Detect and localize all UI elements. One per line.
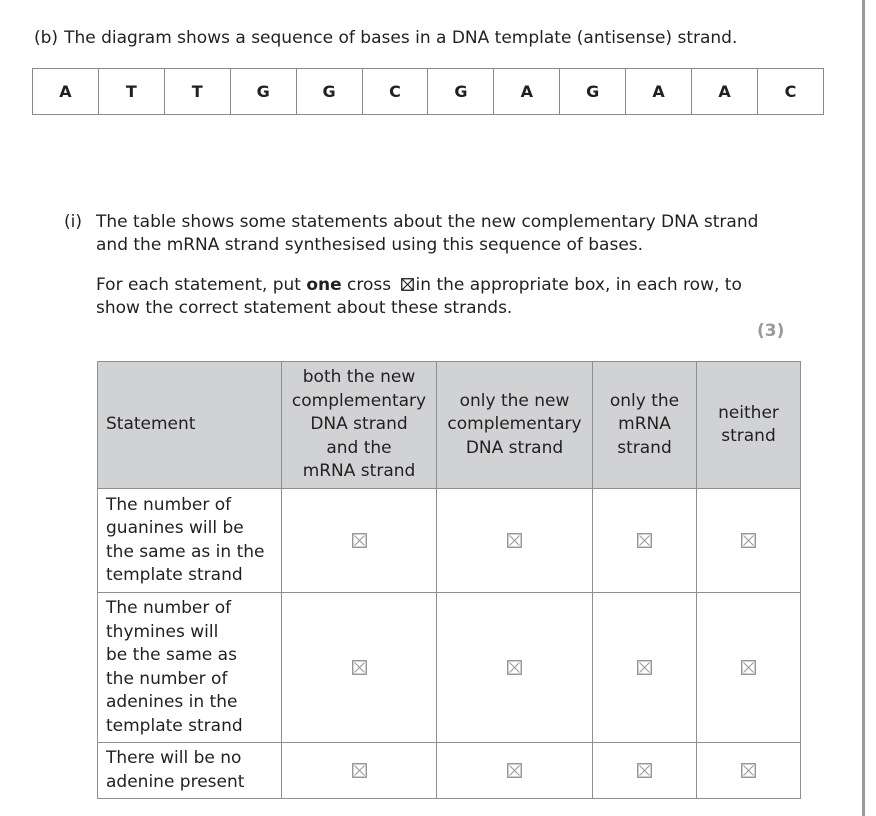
answer-cell-both bbox=[282, 593, 437, 743]
page-edge bbox=[862, 0, 865, 816]
base-cell: G bbox=[560, 69, 626, 115]
answer-cell-both bbox=[282, 489, 437, 593]
crossed-box-icon[interactable] bbox=[352, 533, 367, 548]
answer-cell-only-dna bbox=[437, 489, 593, 593]
dna-template-strand bbox=[32, 68, 824, 115]
part-i-instruction: For each statement, put one cross in the appropriate box, in each row, to show the correct statement about these strands. bbox=[64, 274, 764, 320]
answer-cell-both bbox=[282, 743, 437, 799]
crossed-box-icon[interactable] bbox=[507, 660, 522, 675]
header-neither: neither strand bbox=[697, 362, 801, 489]
answer-cell-neither bbox=[697, 743, 801, 799]
answer-cell-only-mrna bbox=[593, 743, 697, 799]
answer-cell-only-dna bbox=[437, 743, 593, 799]
answer-cell-only-dna bbox=[437, 593, 593, 743]
answer-cell-neither bbox=[697, 489, 801, 593]
base-cell: T bbox=[98, 69, 164, 115]
part-i-line-2: and the mRNA strand synthesised using this sequence of bases. bbox=[96, 235, 644, 255]
part-i-line-1: The table shows some statements about the new complementary DNA strand bbox=[96, 212, 759, 232]
marks-allocation: (3) bbox=[757, 321, 785, 341]
base-cell: A bbox=[33, 69, 99, 115]
crossed-box-icon[interactable] bbox=[741, 660, 756, 675]
base-cell: C bbox=[757, 69, 823, 115]
crossed-box-icon[interactable] bbox=[741, 763, 756, 778]
base-cell: G bbox=[428, 69, 494, 115]
base-cell: A bbox=[494, 69, 560, 115]
crossed-box-icon[interactable] bbox=[352, 763, 367, 778]
statement-guanines: The number of guanines will be the same as in the template strand bbox=[98, 489, 282, 593]
base-cell: G bbox=[230, 69, 296, 115]
crossed-box-icon[interactable] bbox=[741, 533, 756, 548]
question-b-label: (b) bbox=[34, 28, 59, 48]
answer-cell-neither bbox=[697, 593, 801, 743]
crossed-box-icon bbox=[401, 275, 414, 288]
answer-cell-only-mrna bbox=[593, 489, 697, 593]
table-row bbox=[98, 743, 801, 799]
crossed-box-icon[interactable] bbox=[352, 660, 367, 675]
header-both-strands: both the new complementary DNA strand and the mRNA strand bbox=[282, 362, 437, 489]
statement-thymines: The number of thymines will be the same as the number of adenines in the template strand bbox=[98, 593, 282, 743]
base-cell: A bbox=[626, 69, 692, 115]
base-cell: C bbox=[362, 69, 428, 115]
question-b bbox=[34, 28, 737, 48]
statement-no-adenine: There will be no adenine present bbox=[98, 743, 282, 799]
part-i-label: (i) bbox=[64, 212, 82, 232]
answer-table bbox=[97, 361, 801, 799]
crossed-box-icon[interactable] bbox=[507, 533, 522, 548]
crossed-box-icon[interactable] bbox=[637, 763, 652, 778]
answer-cell-only-mrna bbox=[593, 593, 697, 743]
table-header-row bbox=[98, 362, 801, 489]
header-only-dna: only the new complementary DNA strand bbox=[437, 362, 593, 489]
question-b-text: The diagram shows a sequence of bases in a DNA template (antisense) strand. bbox=[64, 28, 738, 48]
table-row bbox=[98, 593, 801, 743]
crossed-box-icon[interactable] bbox=[637, 533, 652, 548]
header-statement: Statement bbox=[98, 362, 282, 489]
instruction-emphasis: one bbox=[306, 275, 342, 295]
base-cell: A bbox=[692, 69, 758, 115]
part-i-instruction-line-2: show the correct statement about these strands. bbox=[96, 298, 513, 318]
table-row bbox=[98, 489, 801, 593]
crossed-box-icon[interactable] bbox=[637, 660, 652, 675]
header-only-mrna: only the mRNA strand bbox=[593, 362, 697, 489]
part-i-intro bbox=[64, 211, 764, 257]
crossed-box-icon[interactable] bbox=[507, 763, 522, 778]
part-i bbox=[64, 211, 764, 320]
base-cell: G bbox=[296, 69, 362, 115]
base-cell: T bbox=[164, 69, 230, 115]
